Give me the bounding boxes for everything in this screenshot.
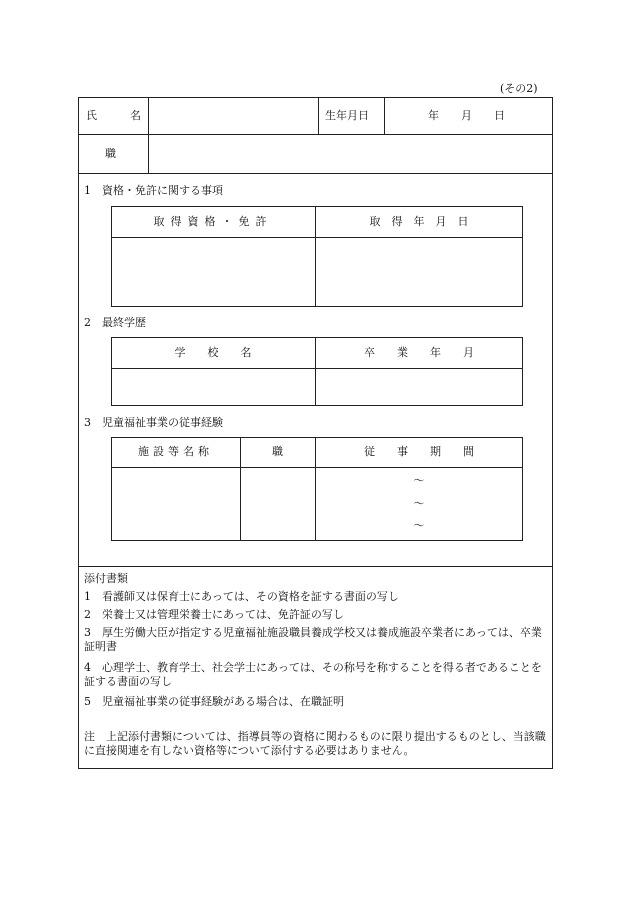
page-label: (その2)	[500, 82, 538, 95]
name-label: 氏 名	[86, 109, 141, 122]
position-cell[interactable]	[242, 469, 313, 539]
divider	[318, 97, 319, 134]
divider	[111, 368, 523, 369]
section3-title: 3 児童福祉事業の従事経験	[84, 416, 223, 429]
section2-title: 2 最終学歴	[84, 316, 146, 329]
divider	[384, 97, 385, 134]
attachment-item: 4 心理学士、教育学士、社会学士にあっては、その称号を称することを得る者であることを証する書面の写し	[84, 661, 542, 688]
school-name-header: 学 校 名	[174, 346, 252, 359]
dob-value[interactable]: 年 月 日	[428, 109, 505, 122]
dob-label: 生年月日	[325, 109, 369, 122]
school-name-cell[interactable]	[113, 370, 313, 404]
facility-name-header: 施設等名称	[138, 445, 213, 458]
acquired-date-header: 取 得 年 月 日	[369, 215, 469, 228]
attachment-item: 5 児童福祉事業の従事経験がある場合は、在職証明	[84, 695, 344, 708]
divider	[78, 134, 553, 135]
job-label: 職	[105, 147, 116, 160]
attachments-note: 注 上記添付書類については、指導員等の資格に関わるものに限り提出するものとし、当該職に直接関連を有しない資格等について添付する必要はありません。	[84, 730, 546, 757]
divider	[111, 237, 523, 238]
section1-title: 1 資格・免許に関する事項	[84, 184, 223, 197]
divider	[148, 97, 149, 173]
period-separator: ～	[413, 497, 425, 510]
divider	[78, 173, 553, 174]
acquired-date-cell[interactable]	[317, 239, 521, 305]
divider	[78, 566, 553, 567]
service-period-header: 従 事 期 間	[364, 445, 474, 458]
attachment-item: 3 厚生労働大臣が指定する児童福祉施設職員養成学校又は養成施設卒業者にあっては、卒業証明書	[84, 626, 542, 653]
divider	[111, 467, 523, 468]
graduation-date-header: 卒 業 年 月	[364, 346, 474, 359]
period-separator: ～	[413, 474, 425, 487]
attachment-item: 2 栄養士又は管理栄養士にあっては、免許証の写し	[84, 608, 344, 621]
graduation-date-cell[interactable]	[317, 370, 521, 404]
facility-name-cell[interactable]	[113, 469, 238, 539]
qualification-header: 取得資格・免許	[153, 215, 273, 228]
name-field[interactable]	[150, 99, 316, 132]
attachment-item: 1 看護師又は保育士にあっては、その資格を証する書面の写し	[84, 590, 399, 603]
attachments-title: 添付書類	[84, 572, 128, 585]
position-header: 職	[272, 445, 283, 458]
job-field[interactable]	[150, 136, 551, 171]
qualification-cell[interactable]	[113, 239, 313, 305]
period-separator: ～	[413, 519, 425, 532]
